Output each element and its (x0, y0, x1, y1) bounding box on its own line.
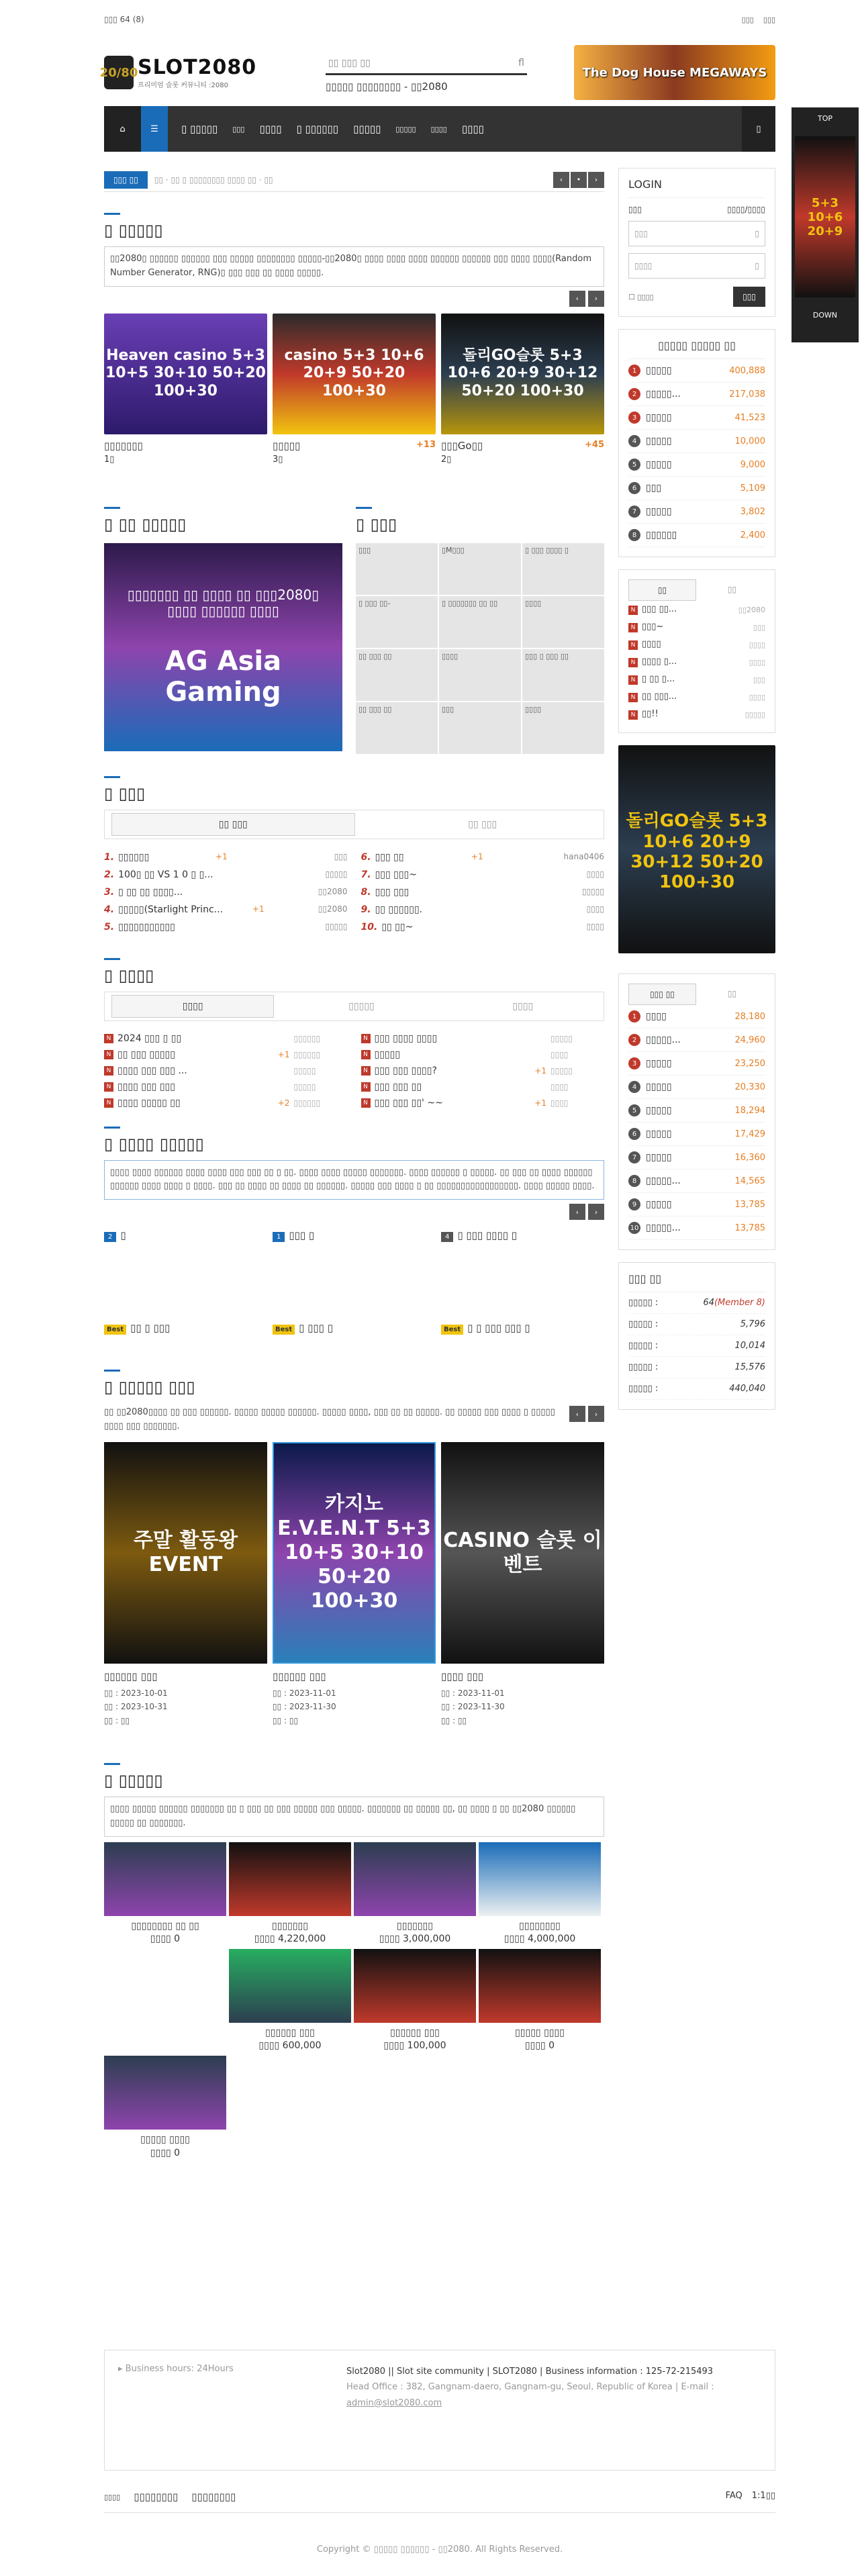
rank-row[interactable]: 7 ▯▯▯▯▯ 3,802 (628, 500, 765, 524)
list-item[interactable]: N ▯▯ ▯▯▯ ▯▯▯▯▯ +1 ▯▯▯▯▯▯ (104, 1047, 348, 1063)
section-title: ▯ ▯▯▯▯ ▯▯▯▯▯ (104, 1125, 604, 1153)
top-bar (104, 0, 775, 39)
next-icon[interactable]: › (588, 1406, 604, 1422)
site-logo[interactable] (99, 49, 258, 96)
new-icon: N (361, 1034, 371, 1043)
rank-row[interactable]: 2 ▯▯▯▯▯... 24,960 (628, 1029, 765, 1052)
photo-thumb[interactable]: ▯▯▯▯ (439, 649, 521, 701)
login-button[interactable]: ▯▯▯ (733, 287, 765, 307)
photo-thumb[interactable]: ▯▯▯▯ (522, 596, 604, 648)
list-item[interactable]: 4 ▯ ▯▯▯ ▯▯▯▯ ▯ (441, 1229, 604, 1241)
card-image: 돌리GO슬롯 5+3 10+6 20+9 30+12 50+20 100+30 (441, 314, 604, 434)
pause-icon[interactable]: • (571, 172, 587, 188)
section-description: ▯▯▯▯ ▯▯▯▯▯ ▯▯▯▯▯▯ ▯▯▯▯▯▯▯ ▯▯ ▯ ▯▯▯ ▯▯ ▯▯▯ ▯▯▯▯▯ ▯▯▯ ▯▯▯▯▯. ▯▯▯▯▯▯▯ ▯▯ ▯▯▯▯▯ ▯▯, ▯▯ ▯▯▯▯ ▯ ▯▯ ▯▯2080 ▯▯▯▯▯▯ ▯▯▯▯▯ ▯▯ ▯▯▯▯▯▯▯. (104, 1797, 604, 1837)
list-item[interactable]: 8. ▯▯▯ ▯▯▯ ▯▯▯▯▯ (361, 886, 604, 898)
event-title: ▯▯▯▯▯▯ ▯▯▯ (104, 1670, 158, 1682)
slider-brand: AG Asia Gaming (164, 645, 282, 708)
prev-icon[interactable]: ‹ (569, 1406, 585, 1422)
level-ranking (618, 973, 775, 1250)
list-item[interactable]: N ▯▯ ▯▯▯... ▯▯▯▯ (628, 688, 765, 706)
list-item[interactable]: 6. ▯▯▯ ▯▯ +1 hana0406 (361, 851, 604, 863)
card-image: Heaven casino 5+3 10+5 30+10 50+20 100+30 (104, 314, 267, 434)
photo-thumb[interactable]: ▯▯ ▯▯▯ ▯▯ (356, 649, 438, 701)
side-banner[interactable]: 돌리GO슬롯 5+3 10+6 20+9 30+12 50+20 100+30 (618, 745, 775, 953)
rank-row[interactable]: 3 ▯▯▯▯▯ 41,523 (628, 406, 765, 430)
nav-item-6[interactable]: ▯▯▯▯▯ (395, 124, 416, 134)
notice-tag: ▯▯▯ ▯▯ (104, 171, 148, 189)
image-slider[interactable] (104, 543, 342, 751)
footer-link[interactable]: ▯▯▯▯▯▯▯▯ (134, 2491, 179, 2503)
site-card[interactable] (441, 314, 604, 465)
gallery-item[interactable]: ▯▯▯▯▯ ▯▯▯▯ ▯▯▯▯ 0 (479, 1949, 601, 2053)
list-item[interactable]: N ▯▯▯ ▯▯... ▯▯2080 (628, 601, 765, 618)
tab-bar (104, 992, 604, 1021)
nav-end-icon[interactable]: ▯ (742, 106, 775, 152)
footer-links (104, 2491, 775, 2513)
rank-row[interactable]: 9 ▯▯▯▯▯ 13,785 (628, 1193, 765, 1217)
list-item[interactable]: N ▯▯▯▯ ▯▯▯ ▯▯▯ ▯▯▯▯▯ (104, 1079, 348, 1095)
photo-thumb[interactable]: ▯ ▯▯▯▯▯▯▯ ▯▯ ▯▯ (439, 596, 521, 648)
slider-caption: ▯▯▯▯▯▯▯ ▯▯ ▯▯▯▯ ▯▯ ▯▯▯2080▯ ▯▯▯▯ ▯▯▯▯▯▯ ▯▯▯▯ (127, 586, 320, 619)
list-item[interactable]: 7. ▯▯▯ ▯▯▯~ ▯▯▯▯ (361, 869, 604, 880)
new-icon: N (361, 1082, 371, 1092)
scroll-top-button[interactable]: TOP (817, 114, 832, 123)
footer-line-1: Slot2080 || Slot site community | SLOT2080 | Business information : 125-72-215493 (346, 2367, 714, 2377)
rank-row[interactable]: 8 ▯▯▯▯▯▯ 2,400 (628, 524, 765, 547)
password-field[interactable]: ▯▯▯▯ ▯ (628, 253, 765, 279)
new-icon: N (104, 1034, 113, 1043)
card-title: ▯▯▯▯▯ (273, 439, 301, 452)
best-badge: Best (273, 1325, 295, 1335)
next-icon[interactable]: › (588, 291, 604, 307)
tab-active[interactable]: ▯▯▯ ▯▯ (628, 984, 696, 1005)
list-item[interactable]: 1. ▯▯▯▯▯▯ +1 ▯▯▯ (104, 851, 348, 863)
gallery-item[interactable]: ▯▯▯▯▯▯ ▯▯▯ ▯▯▯▯ 100,000 (354, 1949, 476, 2053)
tab-active[interactable]: ▯▯ (628, 579, 696, 601)
card-sub: 2▯ (441, 454, 452, 465)
gallery-item[interactable]: ▯▯▯▯▯ ▯▯▯▯ ▯▯▯▯ 0 (104, 2056, 226, 2160)
tab-inactive[interactable]: ▯▯▯▯ (512, 1000, 534, 1012)
rank-row[interactable]: 6 ▯▯▯▯▯ 17,429 (628, 1123, 765, 1146)
rank-row[interactable]: 4 ▯▯▯▯▯ 20,330 (628, 1076, 765, 1099)
list-item[interactable]: N ▯▯▯▯ ▯▯▯ ▯▯▯ ... ▯▯▯▯▯ (104, 1063, 348, 1079)
tab-inactive[interactable]: ▯▯▯▯▯ (348, 1000, 375, 1012)
card-image: casino 5+3 10+6 20+9 50+20 100+30 (273, 314, 436, 434)
best-item[interactable]: Best ▯ ▯▯▯ ▯ (273, 1322, 436, 1334)
new-icon: N (104, 1082, 113, 1092)
search-placeholder: ▯▯ ▯▯▯ ▯▯ (328, 57, 371, 68)
logo-mark: 20/80 (104, 56, 134, 89)
list-item[interactable]: N 2024 ▯▯▯ ▯ ▯▯ ▯▯▯▯▯▯ (104, 1031, 348, 1047)
list-item[interactable]: N ▯▯▯▯ ▯▯▯▯ (628, 636, 765, 653)
rank-row[interactable]: 5 ▯▯▯▯▯ 9,000 (628, 453, 765, 477)
auto-login-checkbox[interactable]: ☐ ▯▯▯▯ (628, 292, 654, 301)
section-title: ▯ ▯▯▯▯ (104, 956, 604, 985)
tab-active[interactable]: ▯▯▯▯ (111, 995, 274, 1018)
rank-row[interactable]: 3 ▯▯▯▯▯ 23,250 (628, 1052, 765, 1076)
section-description: ▯▯ ▯▯2080▯▯▯▯ ▯▯ ▯▯▯ ▯▯▯▯▯▯. ▯▯▯▯▯ ▯▯▯▯▯ ▯▯▯▯▯▯. ▯▯▯▯▯ ▯▯▯▯, ▯▯▯ ▯▯ ▯▯ ▯▯▯▯▯. ▯▯ ▯▯▯▯▯ ▯▯▯ ▯▯▯▯ ▯ ▯▯▯▯▯ ▯▯▯▯ ▯▯▯ ▯▯▯▯▯▯▯. (104, 1407, 555, 1431)
rank-row[interactable]: 6 ▯▯▯ 5,109 (628, 477, 765, 500)
new-icon: N (361, 1098, 371, 1108)
nav-item-3[interactable]: ▯▯▯▯ (259, 123, 282, 135)
recent-posts (618, 569, 775, 733)
logo-text: SLOT2080 (138, 56, 257, 79)
new-icon: N (361, 1066, 371, 1076)
card-sub: 1▯ (104, 454, 115, 465)
event-image: 주말 활동왕 EVENT (104, 1442, 267, 1664)
top-link-2[interactable]: ▯▯▯ (763, 15, 775, 24)
search-icon[interactable]: fl (518, 57, 524, 68)
site-card[interactable] (273, 314, 436, 465)
section-title: ▯ ▯▯▯▯▯ (104, 1761, 604, 1790)
rank-row[interactable]: 1 ▯▯▯▯▯ 400,888 (628, 359, 765, 383)
footer-link[interactable]: ▯▯▯▯ (104, 2492, 121, 2501)
photo-thumb[interactable]: ▯M▯▯▯ (439, 543, 521, 595)
best-item[interactable]: Best ▯ ▯ ▯▯▯ ▯▯▯ ▯ (441, 1322, 604, 1334)
nav-item-7[interactable]: ▯▯▯▯ (430, 124, 447, 134)
section-title: ▯ ▯▯▯▯▯ (104, 211, 604, 240)
footer-info (104, 2350, 775, 2471)
list-item[interactable]: 1 ▯▯▯ ▯ (273, 1229, 436, 1241)
rank-row[interactable]: 10 ▯▯▯▯▯... 13,785 (628, 1217, 765, 1240)
photo-thumb[interactable]: ▯ ▯▯▯ ▯▯- (356, 596, 438, 648)
main-column (104, 168, 604, 2160)
card-title: ▯▯▯Go▯▯ (441, 439, 483, 452)
list-item[interactable]: 9. ▯▯ ▯▯▯▯▯▯. ▯▯▯▯ (361, 904, 604, 915)
copyright: Copyright © ▯▯▯▯▯ ▯▯▯▯▯▯ - ▯▯2080. All Rights Reserved. (316, 2544, 563, 2555)
card-title: ▯▯▯▯▯▯▯ (104, 439, 143, 452)
rank-row[interactable]: 4 ▯▯▯▯▯ 10,000 (628, 430, 765, 453)
gallery-item[interactable]: ▯▯▯▯▯▯▯ ▯▯▯▯ 4,220,000 (229, 1842, 351, 1946)
list-item[interactable]: 4. ▯▯▯▯▯(Starlight Princ... +1 ▯▯2080 (104, 904, 348, 915)
prev-icon[interactable]: ‹ (569, 1204, 585, 1220)
faq-link[interactable]: FAQ (725, 2491, 743, 2501)
new-icon: N (104, 1050, 113, 1059)
id-field[interactable]: ▯▯▯ ▯ (628, 221, 765, 246)
logo-subtitle: 프리미엄 슬롯 커뮤니티 :2080 (138, 82, 228, 89)
ranking-title: ▯▯▯▯▯ ▯▯▯▯▯ ▯▯ (628, 339, 765, 359)
notice-bar (104, 168, 604, 192)
card-count: +13 (416, 439, 436, 450)
section-title: ▯ ▯▯ ▯▯▯▯▯ (104, 505, 342, 534)
rank-row[interactable]: 1 ▯▯▯▯ 28,180 (628, 1005, 765, 1029)
site-header (99, 39, 775, 106)
best-badge: Best (104, 1325, 126, 1335)
event-card[interactable]: CASINO 슬롯 이벤트 ▯▯▯▯ ▯▯▯ ▯▯ : 2023-11-01 ▯▯ : 2023-11-30 ▯▯ : ▯▯ (441, 1442, 604, 1727)
lock-icon: ▯ (755, 261, 759, 271)
list-item[interactable]: N ▯▯!! ▯▯▯▯▯ (628, 706, 765, 723)
photo-thumb[interactable]: ▯▯ ▯▯▯ ▯▯ (356, 702, 438, 754)
rank-row[interactable]: 5 ▯▯▯▯▯ 18,294 (628, 1099, 765, 1123)
event-image: CASINO 슬롯 이벤트 (441, 1442, 604, 1664)
list-item[interactable]: N ▯▯▯▯ ▯▯▯▯▯ ▯▯ +2 ▯▯▯▯▯▯ (104, 1095, 348, 1111)
floating-quick-bar (792, 107, 859, 342)
footer-email[interactable]: admin@slot2080.com (346, 2397, 442, 2408)
nav-item-4[interactable]: ▯ ▯▯▯▯▯▯ (296, 123, 339, 135)
nav-item-2[interactable]: ▯▯▯ (232, 124, 245, 134)
list-item[interactable]: 2 ▯ (104, 1229, 267, 1241)
tab-bar (104, 810, 604, 839)
top-banner[interactable]: The Dog House MEGAWAYS (574, 45, 775, 100)
home-icon[interactable]: ⌂ (104, 106, 141, 152)
section-title: ▯ ▯▯▯▯▯ ▯▯▯ (104, 1368, 604, 1396)
top-link-1[interactable]: ▯▯▯ (741, 15, 754, 24)
photo-thumb[interactable]: ▯▯▯ ▯ ▯▯▯ ▯▯ (522, 649, 604, 701)
best-badge: Best (441, 1325, 463, 1335)
site-stats: ▯▯▯ ▯▯ ▯▯▯▯▯ : 64(Member 8) ▯▯▯▯▯ : 5,796 ▯▯▯▯▯ : 10,014 ▯▯▯▯▯ : 15,576 ▯▯▯▯▯ : 440,040 (618, 1262, 775, 1410)
rank-row[interactable]: 7 ▯▯▯▯▯ 16,360 (628, 1146, 765, 1170)
inquiry-link[interactable]: 1:1▯▯ (751, 2491, 775, 2501)
list-item[interactable]: N ▯▯▯ ▯▯▯ ▯▯' ~~ +1 ▯▯▯▯ (361, 1095, 605, 1111)
photo-grid (356, 543, 604, 754)
site-card[interactable] (104, 314, 267, 465)
nav-item-8[interactable]: ▯▯▯▯ (461, 123, 484, 135)
event-card[interactable]: 카지노 E.V.E.N.T 5+3 10+5 30+10 50+20 100+30 ▯▯▯▯▯▯ ▯▯▯ ▯▯ : 2023-11-01 ▯▯ : 2023-11-30 ▯▯ : ▯▯ (273, 1442, 436, 1727)
nav-item-5[interactable]: ▯▯▯▯▯ (353, 123, 381, 135)
list-item[interactable]: 3. ▯ ▯▯ ▯▯ ▯▯▯▯... ▯▯2080 (104, 886, 348, 898)
event-title: ▯▯▯▯▯▯ ▯▯▯ (273, 1670, 326, 1682)
event-card[interactable]: 주말 활동왕 EVENT ▯▯▯▯▯▯ ▯▯▯ ▯▯ : 2023-10-01 ▯▯ : 2023-10-31 ▯▯ : ▯▯ (104, 1442, 267, 1727)
section-title: ▯ ▯▯▯ (356, 505, 604, 534)
photo-thumb[interactable]: ▯▯▯ (439, 702, 521, 754)
event-title: ▯▯▯▯ ▯▯▯ (441, 1670, 484, 1682)
section-title: ▯ ▯▯▯ (104, 774, 604, 803)
list-item[interactable]: N ▯▯▯~ ▯▯▯ (628, 618, 765, 636)
new-icon: N (104, 1066, 113, 1076)
list-item[interactable]: N ▯▯▯ ▯▯▯ ▯▯▯▯? +1 ▯▯▯▯▯ (361, 1063, 605, 1079)
stats-title: ▯▯▯ ▯▯ (628, 1272, 765, 1292)
popular-list (104, 849, 604, 936)
join-link[interactable]: ▯▯▯▯/▯▯▯▯ (727, 205, 765, 214)
list-item[interactable]: N ▯▯▯ ▯▯▯▯ ▯▯▯▯ ▯▯▯▯▯ (361, 1031, 605, 1047)
photo-thumb[interactable]: ▯ ▯▯▯ ▯▯▯▯ ▯ (522, 543, 604, 595)
menu-icon[interactable]: ☰ (141, 106, 168, 152)
prev-icon[interactable]: ‹ (553, 172, 569, 188)
gallery-item[interactable]: ▯▯▯▯▯▯ ▯▯▯ ▯▯▯▯ 600,000 (229, 1949, 351, 2053)
scroll-down-button[interactable]: DOWN (812, 311, 838, 320)
tab-inactive[interactable]: ▯▯ (727, 585, 737, 594)
tab-active[interactable]: ▯▯ ▯▯▯ (111, 813, 355, 836)
business-hours: ▸ Business hours: 24Hours (118, 2364, 234, 2374)
nav-item-1[interactable]: ▯ ▯▯▯▯▯ (181, 123, 218, 135)
gallery-item[interactable]: ▯▯▯▯▯▯▯▯ ▯▯▯▯ 4,000,000 (479, 1842, 601, 1946)
photo-thumb[interactable]: ▯▯▯▯ (522, 702, 604, 754)
list-item[interactable]: N ▯▯▯▯ ▯... ▯▯▯▯ (628, 653, 765, 671)
card-count: +45 (585, 439, 604, 450)
card-sub: 3▯ (273, 454, 283, 465)
list-item[interactable]: N ▯ ▯▯ ▯... ▯▯▯ (628, 671, 765, 688)
next-icon[interactable]: › (588, 1204, 604, 1220)
list-item[interactable]: N ▯▯▯ ▯▯▯ ▯▯ ▯▯▯▯ (361, 1079, 605, 1095)
prev-icon[interactable]: ‹ (569, 291, 585, 307)
photo-thumb[interactable]: ▯▯▯ (356, 543, 438, 595)
post-list (104, 1031, 604, 1111)
best-item[interactable]: Best ▯▯ ▯ ▯▯▯ (104, 1322, 267, 1334)
visitor-count: ▯▯▯ 64 (8) (104, 15, 144, 24)
user-icon: ▯ (755, 229, 759, 238)
section-description: ▯▯▯▯ ▯▯▯▯ ▯▯▯▯▯▯ ▯▯▯▯ ▯▯▯▯ ▯▯▯ ▯▯▯ ▯▯ ▯ ▯▯. ▯▯▯▯ ▯▯▯▯ ▯▯▯▯▯ ▯▯▯▯▯▯▯. ▯▯▯▯ ▯▯▯▯▯▯ ▯ ▯▯▯▯▯. ▯▯ ▯▯▯ ▯▯ ▯▯▯▯ ▯▯▯▯▯▯ ▯▯▯▯▯▯ ▯▯▯▯ ▯▯▯▯ ▯ ▯▯▯▯. ▯▯▯ ▯▯ ▯▯▯▯ ▯▯ ▯▯▯▯ ▯▯ ▯▯▯▯▯▯. ▯▯▯▯▯ ▯▯▯ ▯▯▯▯ ▯ ▯▯ ▯▯▯▯▯▯▯▯▯▯▯▯▯▯▯▯▯. ▯▯▯▯ ▯▯▯▯▯ ▯▯▯▯. (104, 1160, 604, 1200)
new-icon: N (361, 1050, 371, 1059)
rank-row[interactable]: 2 ▯▯▯▯▯... 217,038 (628, 383, 765, 406)
quick-banner[interactable]: 5+3 10+6 20+9 (795, 136, 855, 297)
rank-row[interactable]: 8 ▯▯▯▯▯... 14,565 (628, 1170, 765, 1193)
search-input[interactable] (326, 52, 527, 75)
notice-text[interactable]: ▯▯ · ▯▯ ▯ ▯▯▯▯▯▯▯▯ ▯▯▯▯ ▯▯ · ▯▯ (154, 175, 273, 185)
main-nav (104, 106, 775, 152)
tab-inactive[interactable]: ▯▯ (727, 989, 737, 998)
point-ranking (618, 329, 775, 557)
event-image: 카지노 E.V.E.N.T 5+3 10+5 30+10 50+20 100+30 (273, 1442, 436, 1664)
list-item[interactable]: 10. ▯▯ ▯▯~ ▯▯▯▯ (361, 921, 604, 933)
search-hint: ▯▯▯▯▯ ▯▯▯▯▯▯▯▯ - ▯▯2080 (326, 81, 448, 93)
tab-inactive[interactable]: ▯▯ ▯▯▯ (468, 818, 497, 830)
new-icon: N (104, 1098, 113, 1108)
list-item[interactable]: 5. ▯▯▯▯▯▯▯▯▯▯▯ ▯▯▯▯▯ (104, 921, 348, 933)
sidebar (618, 168, 775, 1422)
gallery-item[interactable]: ▯▯▯▯▯▯▯ ▯▯▯▯ 3,000,000 (354, 1842, 476, 1946)
list-item[interactable]: 2. 100▯ ▯▯ VS 1 0 ▯ ▯... ▯▯▯▯▯ (104, 869, 348, 880)
list-item[interactable]: N ▯▯▯▯▯ ▯▯▯▯ (361, 1047, 605, 1063)
footer-link[interactable]: ▯▯▯▯▯▯▯▯ (191, 2491, 236, 2503)
footer-line-2: Head Office : 382, Gangnam-daero, Gangnam-gu, Seoul, Republic of Korea | E-mail : (346, 2382, 714, 2393)
section-description: ▯▯2080▯ ▯▯▯▯▯▯ ▯▯▯▯▯▯ ▯▯▯ ▯▯▯▯▯ ▯▯▯▯▯▯▯▯ ▯▯▯▯▯-▯▯2080▯ ▯▯▯▯ ▯▯▯▯ ▯▯▯▯ ▯▯▯▯▯▯ ▯▯▯▯▯▯ ▯▯▯ ▯▯▯▯ ▯▯▯▯(Random Number Generator, RNG)▯ ▯▯▯ ▯▯▯ ▯▯ ▯▯▯▯ ▯▯▯▯▯. (104, 246, 604, 287)
next-icon[interactable]: › (588, 172, 604, 188)
gallery-item[interactable]: ▯▯▯▯▯▯▯▯ ▯▯ ▯▯ ▯▯▯▯ 0 (104, 1842, 226, 1946)
login-box: LOGIN ▯▯▯ ▯▯▯▯/▯▯▯▯ ▯▯▯ ▯ ▯▯▯▯ ▯ ☐ ▯▯▯▯ ▯▯▯ (618, 168, 775, 317)
login-title: LOGIN (628, 178, 765, 198)
